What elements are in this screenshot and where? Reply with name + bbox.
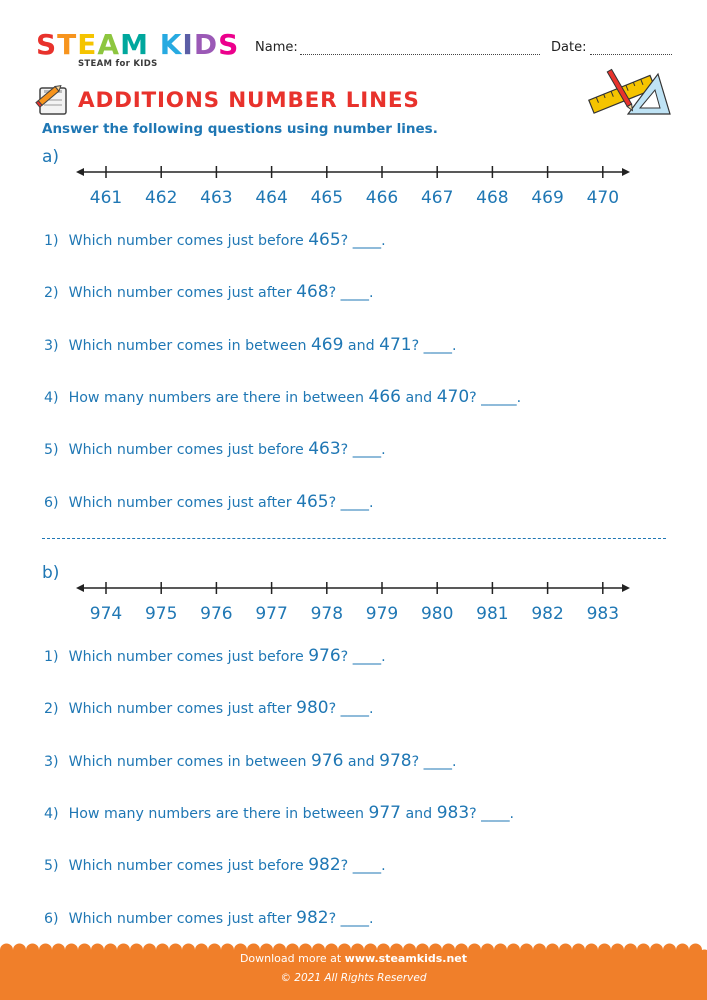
logo-letter: A bbox=[97, 28, 121, 61]
number-line-b bbox=[76, 578, 632, 624]
question-text: Which number comes in between bbox=[68, 753, 311, 770]
question-text: ? ____. bbox=[328, 910, 374, 927]
number-line-label: 464 bbox=[255, 188, 288, 208]
number-line-label: 462 bbox=[144, 188, 178, 208]
question-number: 1) bbox=[44, 649, 59, 665]
question-text: ? ____. bbox=[411, 753, 457, 770]
question-text: and bbox=[400, 805, 437, 822]
question-value: 978 bbox=[379, 750, 412, 771]
question-text: Which number comes just before bbox=[68, 649, 309, 665]
question-value: 463 bbox=[308, 439, 341, 460]
number-line-label: 983 bbox=[586, 604, 620, 624]
logo-letter: S bbox=[218, 28, 240, 61]
question-text: How many numbers are there in between bbox=[68, 805, 369, 822]
question-value: 982 bbox=[308, 855, 341, 876]
number-line-label: 975 bbox=[144, 604, 178, 624]
ruler-set-square-icon bbox=[584, 60, 676, 120]
instruction-text: Answer the following questions using number lines. bbox=[42, 121, 438, 137]
logo-letter: D bbox=[193, 28, 219, 61]
question-number: 4) bbox=[44, 805, 59, 822]
section-b-label: b) bbox=[42, 563, 60, 583]
question-number: 3) bbox=[44, 753, 59, 770]
question-number: 1) bbox=[44, 233, 59, 249]
number-line-label: 465 bbox=[310, 188, 344, 208]
question-text: Which number comes just after bbox=[68, 910, 297, 927]
question-number: 5) bbox=[44, 858, 59, 875]
question-number: 6) bbox=[44, 910, 59, 927]
question-text: Which number comes just after bbox=[68, 701, 297, 718]
number-line-label: 470 bbox=[586, 188, 620, 208]
question-item bbox=[44, 387, 521, 407]
date-label: Date: bbox=[551, 40, 587, 55]
logo-letter: S bbox=[36, 28, 58, 61]
question-text: ? ____. bbox=[328, 494, 374, 511]
question-text: Which number comes just after bbox=[68, 494, 297, 511]
logo-letter: I bbox=[182, 28, 194, 61]
question-text: ? ____. bbox=[469, 805, 515, 822]
question-value: 470 bbox=[436, 386, 470, 407]
logo-letter: K bbox=[159, 28, 183, 61]
question-text: ? ____. bbox=[328, 701, 374, 718]
question-text: ? _____. bbox=[469, 389, 522, 406]
steam-kids-logo bbox=[36, 28, 240, 72]
question-text: Which number comes in between bbox=[68, 337, 311, 354]
number-line-label: 974 bbox=[89, 604, 123, 624]
logo-letter bbox=[149, 30, 160, 60]
question-value: 466 bbox=[368, 386, 401, 407]
question-text: and bbox=[343, 337, 380, 354]
number-line-label: 461 bbox=[89, 188, 123, 208]
logo-letter: M bbox=[120, 28, 149, 61]
question-text: ? ____. bbox=[340, 442, 386, 459]
number-line-label: 979 bbox=[365, 604, 399, 624]
question-value: 471 bbox=[379, 334, 412, 355]
question-item bbox=[44, 335, 457, 355]
question-value: 983 bbox=[436, 802, 470, 823]
question-text: Which number comes just before bbox=[68, 858, 309, 875]
question-item bbox=[44, 908, 374, 928]
number-line-label: 976 bbox=[200, 604, 233, 624]
question-item bbox=[44, 803, 514, 823]
question-item bbox=[44, 230, 386, 250]
question-number: 3) bbox=[44, 337, 59, 354]
worksheet-title: ADDITIONS NUMBER LINES bbox=[78, 88, 420, 113]
question-item bbox=[44, 439, 386, 459]
question-number: 6) bbox=[44, 494, 59, 511]
number-line-label: 982 bbox=[531, 604, 564, 624]
question-text: ? ____. bbox=[340, 858, 386, 875]
number-line-label: 466 bbox=[365, 188, 399, 208]
number-line-label: 978 bbox=[310, 604, 344, 624]
name-label: Name: bbox=[255, 40, 298, 55]
question-item bbox=[44, 855, 386, 875]
question-number: 2) bbox=[44, 701, 59, 718]
date-input-line[interactable] bbox=[590, 54, 672, 55]
question-item bbox=[44, 282, 374, 302]
footer-download-prefix: Download more at bbox=[239, 952, 345, 965]
number-line-a bbox=[76, 162, 632, 208]
number-line-label: 469 bbox=[531, 188, 564, 208]
question-value: 468 bbox=[296, 282, 329, 303]
logo-letter: E bbox=[77, 28, 98, 61]
number-line-label: 977 bbox=[255, 604, 288, 624]
question-item bbox=[44, 751, 457, 771]
footer-banner bbox=[0, 940, 707, 1000]
footer-download-text bbox=[0, 952, 707, 965]
question-value: 976 bbox=[308, 646, 341, 666]
question-text: and bbox=[343, 753, 380, 770]
question-value: 982 bbox=[296, 907, 329, 928]
question-number: 5) bbox=[44, 442, 59, 459]
question-item bbox=[44, 646, 386, 666]
arrow-left-icon bbox=[76, 168, 84, 176]
question-text: Which number comes just before bbox=[68, 233, 309, 249]
question-text: Which number comes just before bbox=[68, 442, 309, 459]
question-text: ? ____. bbox=[340, 233, 386, 249]
question-value: 977 bbox=[368, 802, 401, 823]
footer-copyright: © 2021 All Rights Reserved bbox=[280, 972, 427, 984]
number-line-label: 463 bbox=[200, 188, 233, 208]
number-line-label: 980 bbox=[420, 604, 454, 624]
question-text: and bbox=[400, 389, 437, 406]
question-item bbox=[44, 698, 374, 718]
question-text: ? ____. bbox=[411, 337, 457, 354]
question-value: 465 bbox=[308, 230, 341, 250]
question-value: 980 bbox=[296, 698, 329, 719]
question-number: 2) bbox=[44, 285, 59, 302]
section-divider bbox=[42, 538, 666, 539]
logo-tagline: STEAM for KIDS bbox=[78, 59, 158, 69]
question-text: How many numbers are there in between bbox=[68, 389, 369, 406]
question-text: ? ____. bbox=[328, 285, 374, 302]
question-value: 465 bbox=[296, 491, 329, 512]
section-a-label: a) bbox=[42, 147, 60, 167]
arrow-right-icon bbox=[622, 584, 630, 592]
number-line-label: 468 bbox=[476, 188, 509, 208]
question-number: 4) bbox=[44, 389, 59, 406]
question-item bbox=[44, 492, 374, 512]
arrow-right-icon bbox=[622, 168, 630, 176]
footer-site-link[interactable]: www.steamkids.net bbox=[344, 952, 468, 965]
logo-wordmark bbox=[36, 30, 239, 60]
name-input-line[interactable] bbox=[300, 54, 540, 55]
logo-letter: T bbox=[57, 28, 78, 61]
number-line-label: 467 bbox=[420, 188, 454, 208]
question-text: ? ____. bbox=[340, 649, 386, 665]
pencil-paper-icon bbox=[34, 80, 72, 118]
question-value: 976 bbox=[310, 750, 344, 771]
question-value: 469 bbox=[310, 334, 344, 355]
question-text: Which number comes just after bbox=[68, 285, 297, 302]
arrow-left-icon bbox=[76, 584, 84, 592]
number-line-label: 981 bbox=[476, 604, 509, 624]
